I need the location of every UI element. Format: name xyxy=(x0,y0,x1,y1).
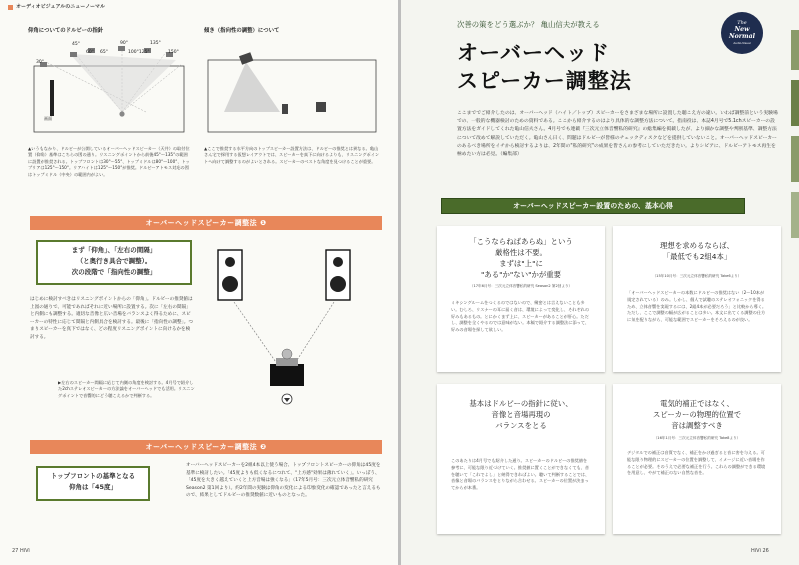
fig2-diagram xyxy=(204,40,382,136)
card3-head-line-0: 基本はドルビーの指針に従い、 xyxy=(469,399,573,408)
index-tab-3 xyxy=(791,136,799,182)
card1-head-line-2: まずは"上"に xyxy=(499,259,543,268)
fig1-angle-3: 90° xyxy=(120,41,128,46)
index-tab-4 xyxy=(791,192,799,238)
callout2-line-0: トップフロントの基準となる xyxy=(50,472,136,480)
listener-head-icon xyxy=(119,111,124,116)
card1-head-line-3: "ある"か"ない"かが重要 xyxy=(480,270,562,279)
right-folio: HiVi 26 xyxy=(751,548,769,554)
card4-body: デジタルでの補正は音質でなく、補正をかけ過ぎると音に害を与える。可能な限り物理的にスピーカーの位置を調整して、イメージに近い音場を作ることが必要。そのうえで必要な補正を行う。これらの調整ができる環境を用意し、やがて補正のない自然な音を。 xyxy=(627,450,766,476)
card4-heading xyxy=(613,398,781,431)
card2-source: （15年10月号：三次元立体音響私的研究 Take6より） xyxy=(652,274,742,278)
section1-note: ▶左右のスピーカー間隔に応じて内側の角度を検討する。4月号で紹介した2chステレオスピーカーの方法論をオーバーヘッドでも活用。リスニングポイントで音響的にどう聴こえるかで判断する。 xyxy=(58,380,195,398)
card4-head-line-1: スピーカーの物理的位置で xyxy=(652,410,742,419)
callout1-line-1: （と奥行き具合で調整）。 xyxy=(76,257,152,265)
card3-heading xyxy=(437,398,605,431)
fig1-screen-label: 画面 xyxy=(44,116,52,121)
badge-top-text: The xyxy=(737,20,747,26)
fig2-title: 傾き（指向性の調整）について xyxy=(204,28,280,34)
callout2-line-1: 仰角は「45度」 xyxy=(68,483,118,491)
index-tab-2 xyxy=(791,80,799,126)
card2-head-line-0: 理想を求めるならば、 xyxy=(660,241,734,250)
fig1-range-shade xyxy=(70,54,176,112)
fig1-angle-1: 60° xyxy=(86,50,94,55)
callout1-line-0: まず「仰角」、「左右の間隔」 xyxy=(71,246,157,254)
fig1-title: 仰角についてのドルビーの指針 xyxy=(28,28,104,34)
section1-body: はじめに検討すべきはリスニングポイントからの「仰角」。ドルビーの推奨値は上図の通りで、可能であればそれに近い場所に設置する。次に「左右の間隔」と内側にも調整する。適切な音像と広い音場をバランスよく得るために、スピーカーの特性に応じて間隔と内側具合を検討する。最後に「指向性の調整」。つまりスピーカーを真下ではなく、どの程度リスニングポイントに向けるかを検討する。 xyxy=(30,297,193,340)
principles-heading: オーバーヘッドスピーカー設置のための、基本心得 xyxy=(441,198,745,214)
header-mark xyxy=(8,5,13,10)
section2-bar: オーバーヘッドスピーカー調整法 ❷ xyxy=(30,440,382,454)
card4-source: （16年1月号：三次元立体音響私的研究 Take8より） xyxy=(653,436,741,440)
section1-callout xyxy=(36,240,192,285)
article-title-line2: スピーカー調整法 xyxy=(457,69,632,93)
article-kicker: 次善の策をどう選ぶか？ 亀山信夫が教える xyxy=(457,20,600,29)
card2-body: 「オーバーヘッドスピーカーの本数にドルビーの推奨はない（2〜10本が規定されている）のみ。しかし、個人で試聴のステレオフォニックを得るため、立体音響を実現するには、2組4本が必要だろう」と比較から導く。ただし、ここで調整の幅が広がることは多い。本文に出てくる調整の仕方に気を配りながら、可能な範囲でスピーカーをそろえるのが良い。 xyxy=(627,290,767,323)
fig1-angle-4: 100°125° xyxy=(128,50,150,55)
card1-source: （17年6月号：三次元立体音響私的研究 Season2 第2回より） xyxy=(469,284,573,288)
index-tab-1 xyxy=(791,30,799,70)
right-page xyxy=(401,0,799,565)
card1-heading xyxy=(437,236,605,280)
principle-card-3 xyxy=(437,384,605,534)
badge-small-text: Audio-Visual xyxy=(733,41,751,45)
page-header xyxy=(8,4,105,11)
callout1-line-2: 次の段階で「指向性の調整」 xyxy=(71,268,157,276)
card1-head-line-1: 厳格性は不要。 xyxy=(495,248,547,257)
fig1-angle-2: 65° xyxy=(100,50,108,55)
principle-card-4 xyxy=(613,384,781,534)
fig2-beam-shade xyxy=(224,62,280,112)
card2-head-line-1: 「最低でも2組4本」 xyxy=(662,252,732,261)
fig1-angle-5: 135° xyxy=(150,41,161,46)
fig1-caption: ▲いうもなかり、ドルビーが公開しているオーバーヘッドスピーカー（天井）の取付位置（仰角）基準はこちらの図の通り。リスニングポイントから前後45°〜135°の範囲に設置が推奨される。トップフロントは30°〜55°、トップミドルは80°〜100°、トップリアは125°〜150°。リアハイトは125°〜150°が推奨。ドルビーアトモス対応の図はトップミドル（中央）の範囲内がよい。 xyxy=(28,146,190,177)
section2-body: オーバーヘッドスピーカーを2組4本以上使う場合、トップフロントスピーカーの仰角は45度を基準に検討したい。「45度よりも低くなるにつれて、"上方感"効果は薄れていく」。いっぽう、「45度を大きく越えていくと上方音場は強くなる」（17年5月号：三次元立体音響私的研究 Season2 第1回より）。約2年間の実験は仰角の変化による印象変化の確認であったと言えるもので、結果としてドルビーの推奨数値に近いものとなった。 xyxy=(186,463,381,499)
left-speaker-icon xyxy=(218,250,242,300)
card4-head-line-2: 音は調整すべき xyxy=(671,421,723,430)
card1-head-line-0: 「こうならねばあらぬ」という xyxy=(469,237,573,246)
card3-head-line-2: バランスをとる xyxy=(495,421,547,430)
header-text: オーディオビジュアルのニューノーマル xyxy=(16,4,106,10)
card1-body: ミキシングルームをつくるのではないので、緻密とは言えないことも多い。むしろ、リスナーの耳に届く音は、環境によって変化し、それぞれの好みもあるもの。とにかくまず上に、スピーカーがあることが肝心。ただし、調整を全くやるのでは意味がない。本稿で紹介する調整法に添って、好みの音場を探して欲しい。 xyxy=(451,300,590,333)
listener-seat-icon xyxy=(270,349,304,386)
fig2-caption: ▲ここで推奨する水平方向のトップスピーカー設置方法は、ドルビーの推奨とは異なる。亀山さん宅で採用する仮想レイアウトでは、スピーカーを真下に向けるよりも、リスニングポイントへ向けて調整するのがよいとされる。スピーカーのベストな角度を見つけることが重要。 xyxy=(204,146,380,164)
card2-heading xyxy=(613,240,781,262)
card3-head-line-1: 音像と音場再現の xyxy=(491,410,551,419)
article-title-line1: オーバーヘッド xyxy=(457,41,610,65)
section1-bar: オーバーヘッドスピーカー調整法 ❶ xyxy=(30,216,382,230)
principle-card-1 xyxy=(437,226,605,372)
fig1-angle-0: 45° xyxy=(72,42,80,47)
article-lead: ここまででご紹介したのは、オーバーヘッド（ハイト／トップ）スピーカーをさまざまな場所に設置した聴こえ方の違い。いわば調整前という実験場での、一般的な機器検討のための資料である。ここから紹介するのはより具体的な調整方法について。指南役は、本誌4月号で5.1chスピーカーの設置方法をガイドしてくれた亀山信夫さん。4月号でも連載『三次元立体音響私的研究』の総集編を掲載したが、より細かな調整や判断基準、調整方法について改めて解説していただく。亀山さん曰く、問題はドルビーが皆様のチェックディスクなどを提供していないこと。オーバーヘッドスピーカーのあるべき場所をイチから検討するよりは、2年間の"私的研究"の成果を皆さんの参考にしていただきたい。よりシビアに、ドルビーアトモス再生を極めたい方は必見。（編集部） xyxy=(457,111,778,158)
left-page xyxy=(0,0,398,565)
card3-body: このあたりは4月号でも紹介した通り。スピーカーのドルビーの推奨値を参考に、可能な限り近づけていく。推奨値に置くことができなくても、音を聴いて「これでよし」と納得できればよい。聴いて判断することでは、音像と音場のバランスをとりながら合わせる。スピーカーの位置が決まってからが本番。 xyxy=(451,458,590,491)
section2-callout xyxy=(36,466,150,501)
fig1-angle-7: 30° xyxy=(36,60,44,65)
direction-arrow-icon xyxy=(282,394,292,404)
badge-main-text: New Normal xyxy=(729,26,755,40)
principle-card-2 xyxy=(613,226,781,372)
left-folio: 27 HiVi xyxy=(12,548,30,554)
right-speaker-icon xyxy=(326,250,350,300)
card4-head-line-0: 電気的補正ではなく、 xyxy=(660,399,734,408)
new-normal-badge xyxy=(721,12,763,54)
fig1-angle-6: 150° xyxy=(168,50,179,55)
speaker-layout-illustration xyxy=(204,236,384,416)
